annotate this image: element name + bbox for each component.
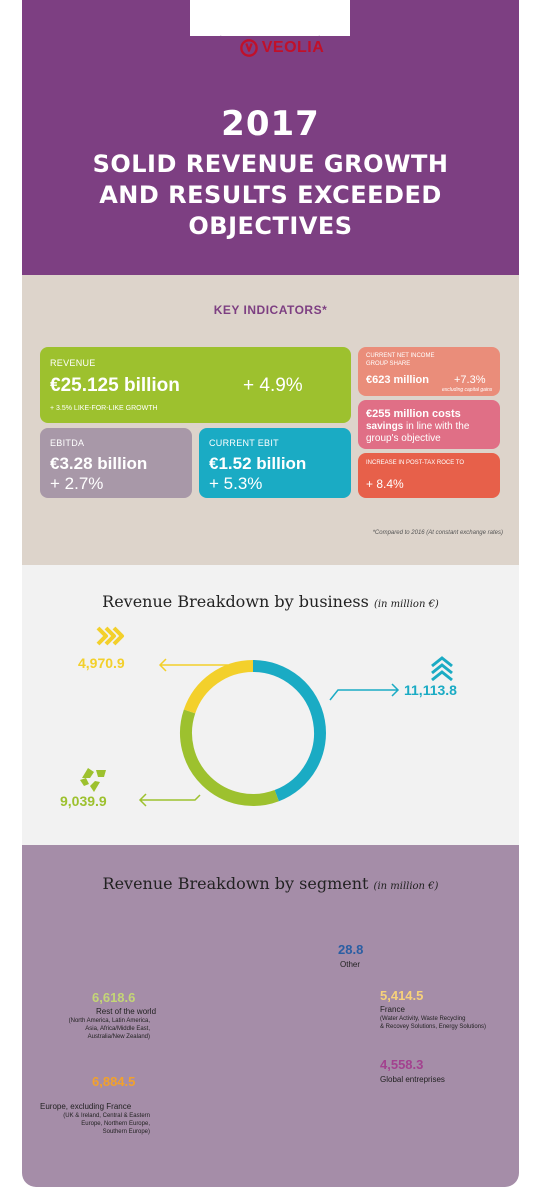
ebitda-value: €3.28 billion xyxy=(50,454,148,473)
segment-desc-europe-1: (UK & Ireland, Central & Eastern xyxy=(63,1113,150,1119)
header-headline-line-3: OBJECTIVES xyxy=(188,212,353,240)
segment-name-global: Global entreprises xyxy=(380,1075,445,1084)
business-value-teal: 11,113.8 xyxy=(404,682,457,698)
segment-desc-france-1: (Water Activity, Waste Recycling xyxy=(380,1016,466,1022)
segment-desc-europe-2: Europe, Northern Europe, xyxy=(81,1121,150,1127)
roce-value: + 8.4% xyxy=(366,477,404,491)
net-income-change: +7.3% xyxy=(454,374,486,386)
segment-title-text: Revenue Breakdown by segment xyxy=(102,874,369,893)
roce-label: INCREASE IN POST-TAX ROCE TO xyxy=(366,460,465,466)
segment-desc-rest-1: (North America, Latin America, xyxy=(68,1018,150,1024)
segment-name-rest-of-world: Rest of the world xyxy=(96,1007,157,1016)
business-value-green: 9,039.9 xyxy=(60,793,107,809)
header-headline-line-2: AND RESULTS EXCEEDED xyxy=(99,181,442,209)
ebitda-label: EBITDA xyxy=(50,438,85,448)
segment-name-france: France xyxy=(380,1005,405,1014)
segment-value-france: 5,414.5 xyxy=(380,988,424,1003)
net-income-label-line-1: CURRENT NET INCOME xyxy=(366,353,435,359)
key-indicators-footnote: *Compared to 2016 (At constant exchange rates) xyxy=(372,530,503,536)
revenue-value: €25.125 billion xyxy=(50,375,180,396)
cost-savings-line-3: group's objective xyxy=(366,433,441,444)
current-ebit-value: €1.52 billion xyxy=(209,454,307,473)
segment-value-europe: 6,884.5 xyxy=(92,1074,136,1089)
segment-name-europe: Europe, excluding France xyxy=(40,1102,132,1111)
segment-desc-rest-3: Australia/New Zealand) xyxy=(87,1034,150,1040)
segment-value-other: 28.8 xyxy=(338,942,364,957)
segment-name-other: Other xyxy=(340,960,361,969)
business-title-unit: (in million €) xyxy=(373,599,439,610)
net-income-value: €623 million xyxy=(366,374,429,386)
business-value-yellow: 4,970.9 xyxy=(78,655,125,671)
revenue-note: + 3.5% LIKE-FOR-LIKE GROWTH xyxy=(50,405,158,412)
segment-value-rest-of-world: 6,618.6 xyxy=(92,990,136,1005)
header-headline-line-1: SOLID REVENUE GROWTH xyxy=(92,150,449,178)
current-ebit-label: CURRENT EBIT xyxy=(209,438,279,448)
business-title-text: Revenue Breakdown by business xyxy=(102,592,369,611)
ebitda-change: + 2.7% xyxy=(50,474,104,493)
segment-value-global: 4,558.3 xyxy=(380,1057,424,1072)
veolia-logo-text: VEOLIA xyxy=(261,39,325,56)
revenue-label: REVENUE xyxy=(50,358,96,368)
net-income-label-line-2: GROUP SHARE xyxy=(366,361,411,367)
segment-title-unit: (in million €) xyxy=(373,881,439,892)
cost-savings-savings-word: savings xyxy=(366,421,404,432)
net-income-note: excluding capital gains xyxy=(442,387,493,393)
segment-desc-rest-2: Asia, Africa/Middle East, xyxy=(85,1026,150,1032)
current-ebit-change: + 5.3% xyxy=(209,474,263,493)
cost-savings-value: €255 million costs xyxy=(366,408,461,420)
key-indicators-title: KEY INDICATORS* xyxy=(213,303,328,317)
cost-savings-line-2-rest: in line with the xyxy=(403,421,470,432)
segment-desc-france-2: & Recovey Solutions, Energy Solutions) xyxy=(380,1024,487,1030)
revenue-change: + 4.9% xyxy=(243,375,303,396)
header-year: 2017 xyxy=(221,104,320,144)
segment-desc-europe-3: Southern Europe) xyxy=(102,1129,150,1135)
